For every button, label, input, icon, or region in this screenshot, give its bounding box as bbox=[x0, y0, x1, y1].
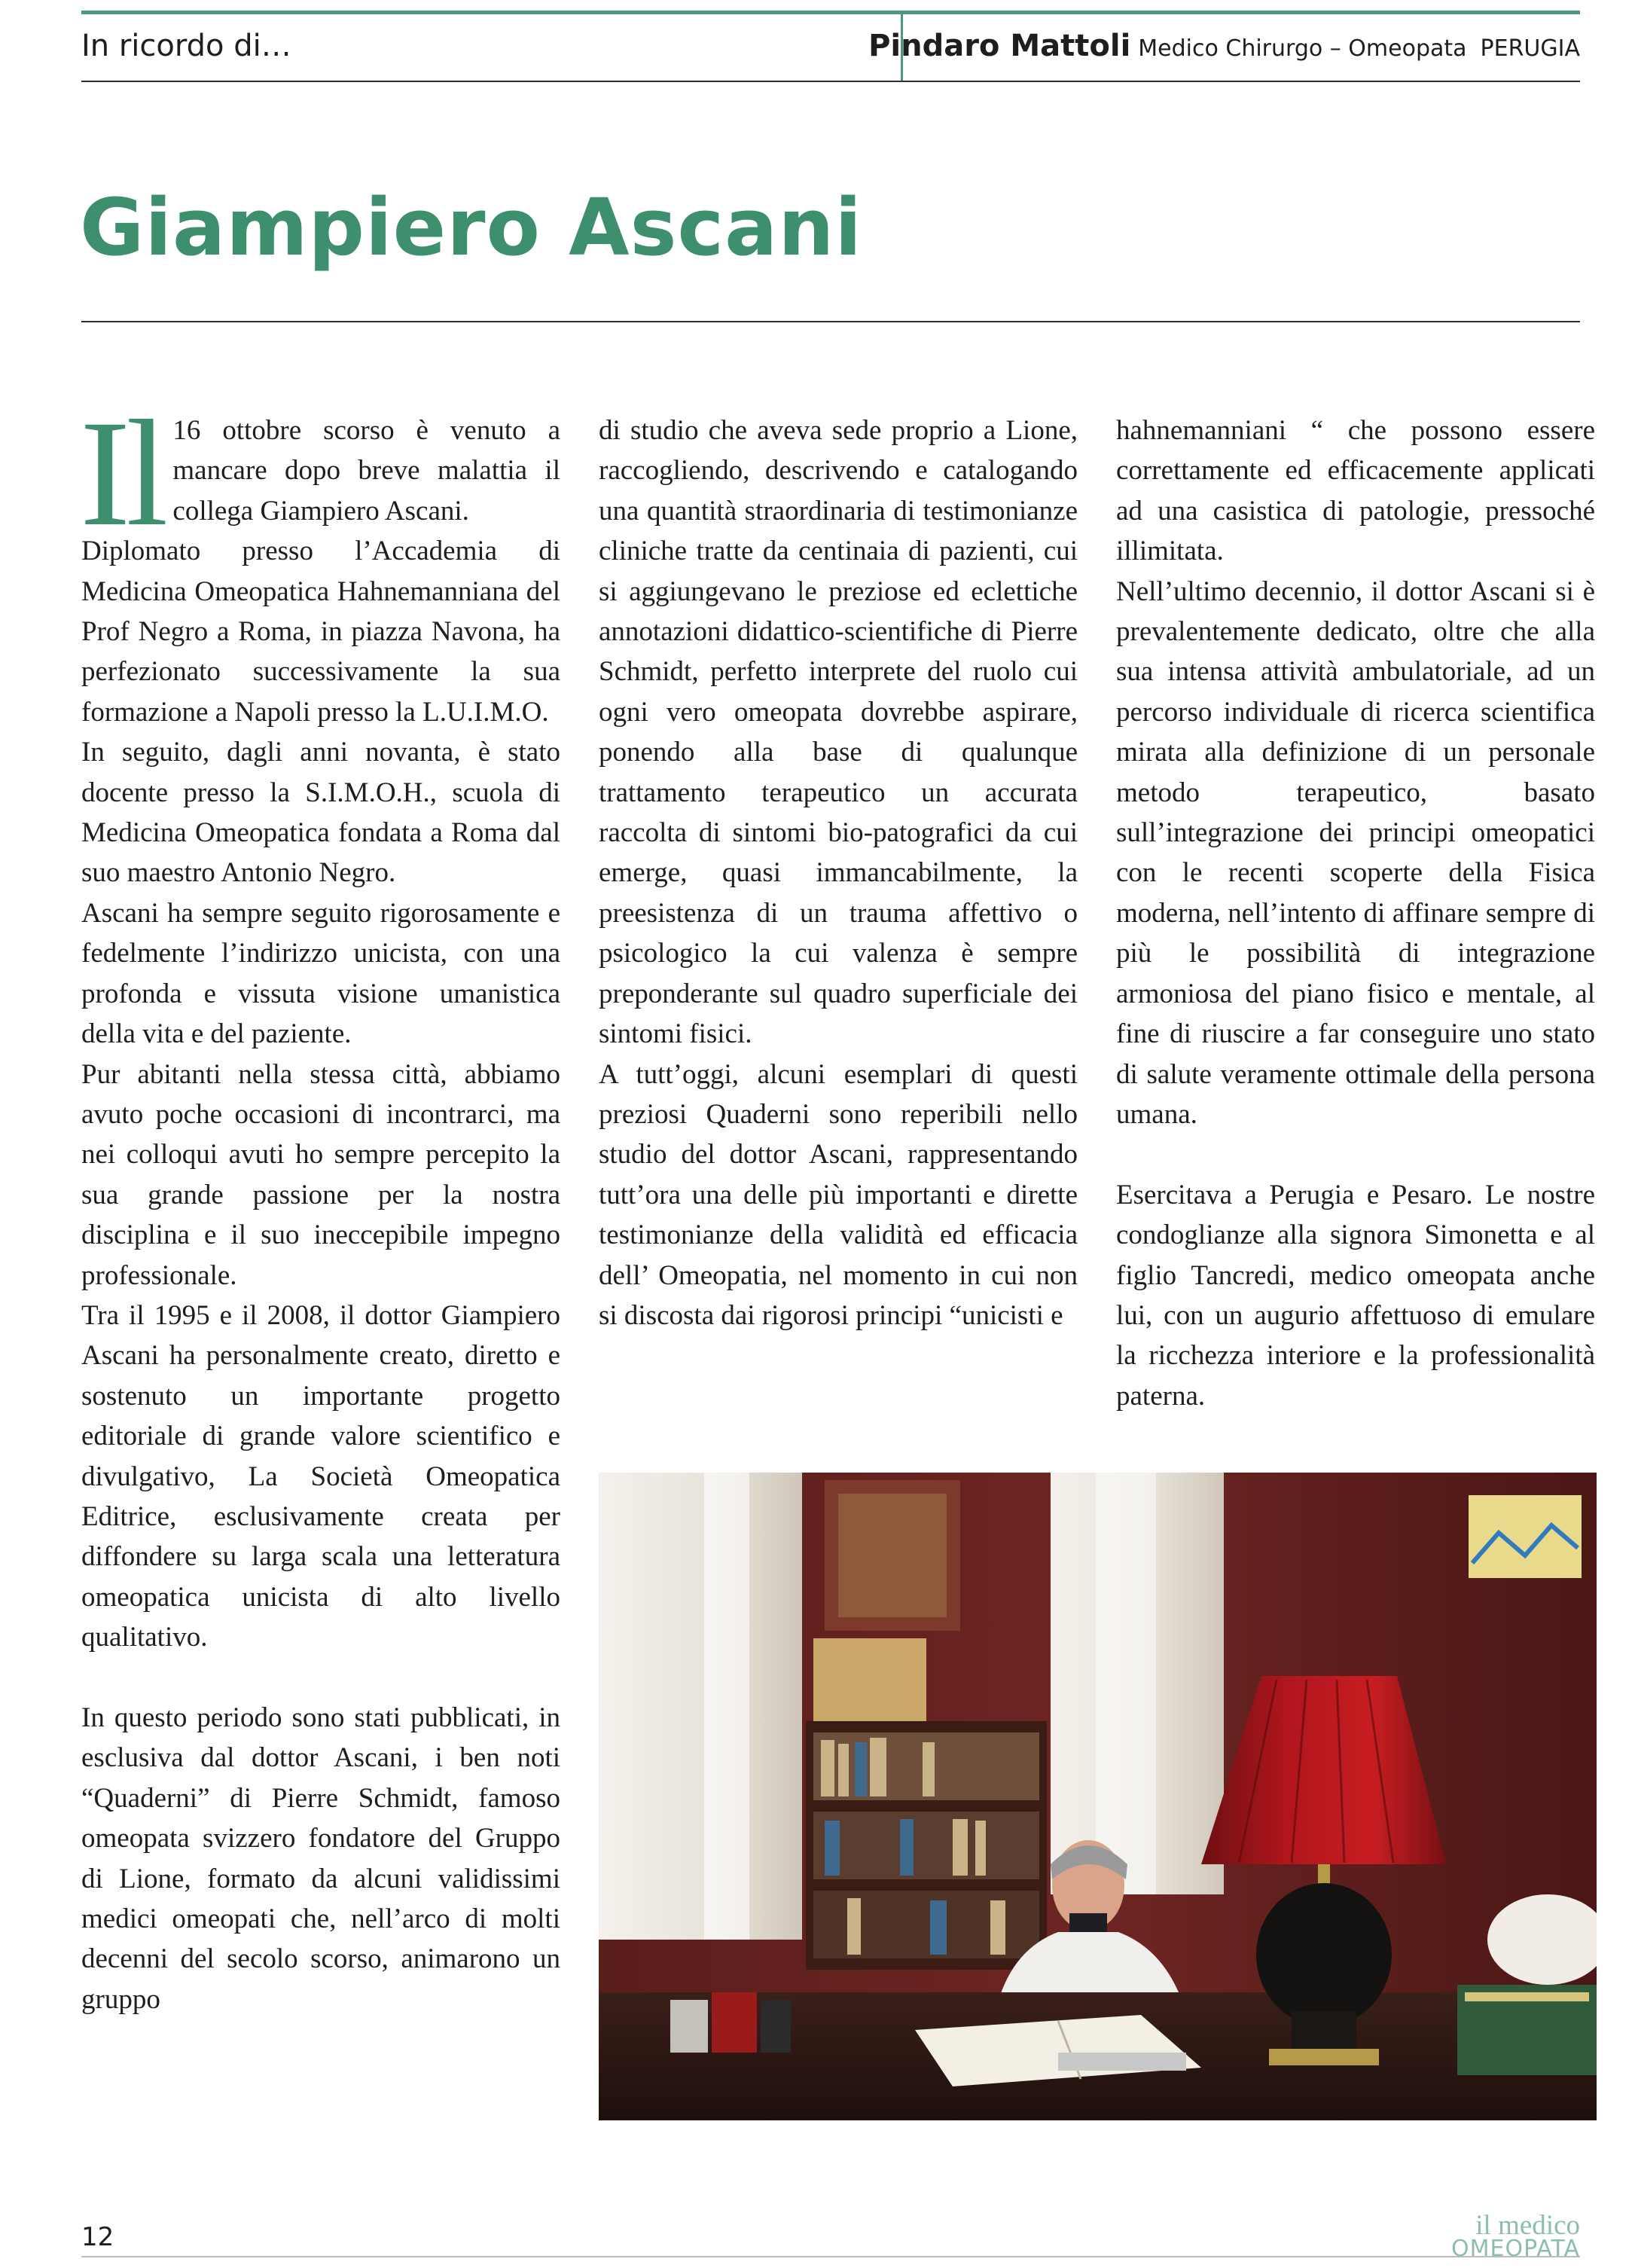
paragraph: In seguito, dagli anni novanta, è stato docente presso la S.I.M.O.H., scuola di Medicina Omeopatica fondata a Roma dal suo maestro Antonio Negro. bbox=[81, 737, 560, 889]
section-label: In ricordo di… bbox=[81, 29, 291, 63]
paragraph: Pur abitanti nella stessa città, abbiamo avuto poche occasioni di incontrarci, ma nei colloqui avuti ho sempre percepito la sua grande passione per la nostra disciplina e il suo ineccepibile impegno professionale. bbox=[81, 1058, 560, 1291]
article-photo bbox=[599, 1473, 1597, 2120]
author-role: Medico Chirurgo – Omeopata bbox=[1138, 35, 1467, 62]
text-column-1 bbox=[80, 389, 560, 2019]
title-rule bbox=[81, 321, 1580, 322]
header-bottom-rule bbox=[81, 81, 1580, 82]
paragraph-gap bbox=[1116, 1134, 1595, 1174]
text-column-3 bbox=[1116, 411, 1595, 1416]
logo-line-2: OMEOPATA bbox=[1451, 2236, 1580, 2262]
magazine-logo bbox=[1451, 2212, 1580, 2260]
text-column-2 bbox=[599, 411, 1078, 1335]
article-title: Giampiero Ascani bbox=[80, 182, 863, 273]
paragraph: In questo periodo sono stati pubblicati, in esclusiva dal dottor Ascani, i ben noti “Quaderni” di Pierre Schmidt, famoso omeopata svizzero fondatore del Gruppo di Lione, formato da alcuni validissimi medici omeopati che, nell’arco di molti decenni del secolo scorso, animarono un gruppo bbox=[81, 1702, 560, 2015]
author-byline bbox=[868, 29, 1580, 63]
paragraph: Nell’ultimo decennio, il dottor Ascani si è prevalentemente dedicato, oltre che alla sua intensa attività ambulatoriale, ad un percorso individuale di ricerca scientifica mirata alla definizione di un personale metodo terapeutico, basato sull’integrazione dei principi omeopatici con le recenti scoperte della Fisica moderna, nell’intento di affinare sempre di più le possibilità di integrazione armoniosa del piano fisico e mentale, al fine di riuscire a far conseguire uno stato di salute veramente ottimale della persona umana. bbox=[1116, 575, 1595, 1130]
logo-line-1: il medico bbox=[1475, 2210, 1580, 2241]
header-top-rule bbox=[81, 11, 1580, 14]
paragraph: Esercitava a Perugia e Pesaro. Le nostre condoglianze alla signora Simonetta e al figlio Tancredi, medico omeopata anche lui, con un augurio affettuoso di emulare la ricchezza interiore e la professionalità paterna. bbox=[1116, 1179, 1595, 1412]
paragraph bbox=[80, 389, 560, 557]
paragraph: Tra il 1995 e il 2008, il dottor Giampiero Ascani ha personalmente creato, diretto e sostenuto un importante progetto editoriale di grande valore scientifico e divulgativo, La Società Omeopatica Editrice, esclusivamente creata per diffondere su larga scala una letteratura omeopatica unicista di alto livello qualitativo. bbox=[81, 1299, 560, 1653]
paragraph-text: 16 ottobre scorso è venuto a mancare dopo breve malattia il collega Giampiero Ascani. bbox=[172, 415, 560, 527]
paragraph: di studio che aveva sede proprio a Lione, raccogliendo, descrivendo e catalogando una quantità straordinaria di testimonianze cliniche tratte da centinaia di pazienti, cui si aggiungevano le preziose ed eclettiche annotazioni didattico-scientifiche di Pierre Schmidt, perfetto interprete del ruolo cui ogni vero omeopata dovrebbe aspirare, ponendo alla base di qualunque trattamento terapeutico un accurata raccolta di sintomi bio-patografici da cui emerge, quasi immancabilmente, la preesistenza di un trauma affettivo o psicologico la cui valenza è sempre preponderante sul quadro superficiale dei sintomi fisici. bbox=[599, 415, 1078, 1050]
paragraph-gap bbox=[81, 1658, 560, 1698]
paragraph: A tutt’oggi, alcuni esemplari di questi preziosi Quaderni sono reperibili nello studio del dottor Ascani, rappresentando tutt’ora una delle più importanti e dirette testimonianze della validità ed efficacia dell’ Omeopatia, nel momento in cui non si discosta dai rigorosi principi “unicisti e bbox=[599, 1058, 1078, 1331]
drop-cap: Il bbox=[80, 389, 164, 557]
photo-illustration bbox=[599, 1473, 1597, 2120]
author-city: PERUGIA bbox=[1480, 35, 1580, 62]
paragraph: hahnemanniani “ che possono essere correttamente ed efficacemente applicati ad una casistica di patologie, pressoché illimitata. bbox=[1116, 415, 1595, 567]
author-name: Pindaro Mattoli bbox=[868, 29, 1131, 63]
paragraph: Ascani ha sempre seguito rigorosamente e fedelmente l’indirizzo unicista, con una profonda e vissuta visione umanistica della vita e del paziente. bbox=[81, 897, 560, 1050]
paragraph: Diplomato presso l’Accademia di Medicina Omeopatica Hahnemanniana del Prof Negro a Roma, in piazza Navona, ha perfezionato successivamente la sua formazione a Napoli presso la L.U.I.M.O. bbox=[81, 536, 560, 728]
page-number: 12 bbox=[81, 2222, 114, 2252]
footer-rule bbox=[81, 2256, 1580, 2257]
